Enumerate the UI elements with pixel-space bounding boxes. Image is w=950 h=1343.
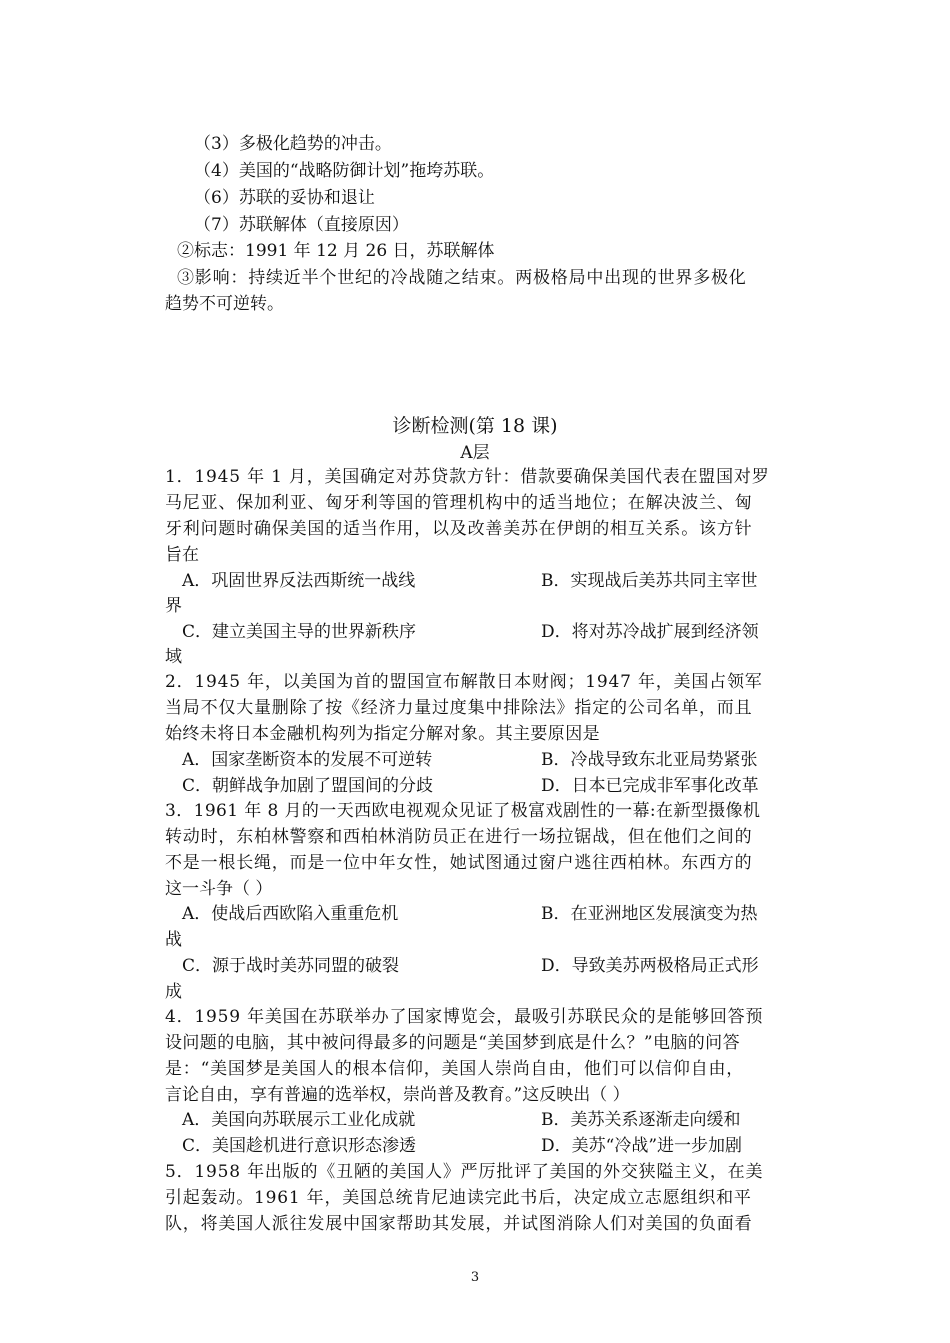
question-4-line-2: 设问题的电脑，其中被问得最多的问题是“美国梦到底是什么？”电脑的问答 — [165, 1033, 740, 1053]
dissolution-sign: ②标志：1991 年 12 月 26 日，苏联解体 — [177, 241, 495, 261]
question-1-line-3: 牙利问题时确保美国的适当作用，以及改善美苏在伊朗的相互关系。该方针 — [165, 519, 753, 539]
question-3-option-a: A．使战后西欧陷入重重危机 — [182, 904, 399, 924]
question-2-line-2: 当局不仅大量删除了按《经济力量过度集中排除法》指定的公司名单，而且 — [165, 698, 753, 718]
question-5-line-3: 队，将美国人派往发展中国家帮助其发展，并试图消除人们对美国的负面看 — [165, 1214, 753, 1234]
question-3-option-b: B．在亚洲地区发展演变为热 — [541, 904, 758, 924]
question-3-line-3: 不是一根长绳，而是一位中年女性，她试图通过窗户逃往西柏林。东西方的 — [165, 853, 753, 873]
question-3-line-1: 3．1961 年 8 月的一天西欧电视观众见证了极富戏剧性的一幕:在新型摄像机 — [165, 801, 761, 821]
question-1-option-b: B．实现战后美苏共同主宰世 — [541, 571, 758, 591]
question-1-option-d-cont: 域 — [165, 647, 182, 667]
question-1-option-c: C．建立美国主导的世界新秩序 — [182, 622, 417, 642]
question-1-option-d: D．将对苏冷战扩展到经济领 — [541, 622, 759, 642]
question-2-line-3: 始终未将日本金融机构列为指定分解对象。其主要原因是 — [165, 724, 600, 744]
question-4-option-b: B．美苏关系逐渐走向缓和 — [541, 1110, 741, 1130]
question-2-option-c: C．朝鲜战争加剧了盟国间的分歧 — [182, 776, 434, 796]
question-4-line-3: 是：“美国梦是美国人的根本信仰，美国人崇尚自由，他们可以信仰自由， — [165, 1059, 745, 1079]
section-level: A层 — [460, 443, 490, 463]
section-title: 诊断检测(第 18 课) — [392, 415, 558, 437]
question-1-line-4: 旨在 — [165, 545, 199, 565]
question-4-line-4: 言论自由，享有普遍的选举权，崇尚普及教育。”这反映出（ ） — [165, 1085, 630, 1105]
question-2-option-a: A．国家垄断资本的发展不可逆转 — [182, 750, 433, 770]
question-4-line-1: 4．1959 年美国在苏联举办了国家博览会，最吸引苏联民众的是能够回答预 — [165, 1007, 764, 1027]
continuation-item-7: （7）苏联解体（直接原因） — [194, 215, 409, 235]
question-4-option-c: C．美国趁机进行意识形态渗透 — [182, 1136, 417, 1156]
question-3-line-4: 这一斗争（ ） — [165, 879, 273, 899]
page-number: 3 — [470, 1270, 480, 1285]
question-5-line-1: 5．1958 年出版的《丑陋的美国人》严厉批评了美国的外交狭隘主义，在美 — [165, 1162, 764, 1182]
question-3-line-2: 转动时，东柏林警察和西柏林消防员正在进行一场拉锯战，但在他们之间的 — [165, 827, 753, 847]
question-4-option-d: D．美苏“冷战”进一步加剧 — [541, 1136, 743, 1156]
question-1-option-b-cont: 界 — [165, 596, 182, 616]
question-2-line-1: 2．1945 年，以美国为首的盟国宣布解散日本财阀；1947 年，美国占领军 — [165, 672, 763, 692]
question-5-line-2: 引起轰动。1961 年，美国总统肯尼迪读完此书后，决定成立志愿组织和平 — [165, 1188, 752, 1208]
question-1-line-1: 1．1945 年 1 月，美国确定对苏贷款方针：借款要确保美国代表在盟国对罗 — [165, 467, 770, 487]
dissolution-impact-line-2: 趋势不可逆转。 — [165, 294, 284, 314]
question-3-option-b-cont: 战 — [165, 930, 182, 950]
continuation-item-6: （6）苏联的妥协和退让 — [194, 188, 375, 208]
question-3-option-d: D．导致美苏两极格局正式形 — [541, 956, 759, 976]
continuation-item-3: （3）多极化趋势的冲击。 — [194, 134, 392, 154]
question-2-option-b: B．冷战导致东北亚局势紧张 — [541, 750, 758, 770]
question-3-option-d-cont: 成 — [165, 982, 182, 1002]
dissolution-impact-line-1: ③影响：持续近半个世纪的冷战随之结束。两极格局中出现的世界多极化 — [177, 268, 747, 288]
question-1-option-a: A．巩固世界反法西斯统一战线 — [182, 571, 416, 591]
question-2-option-d: D．日本已完成非军事化改革 — [541, 776, 759, 796]
question-1-line-2: 马尼亚、保加利亚、匈牙利等国的管理机构中的适当地位；在解决波兰、匈 — [165, 493, 753, 513]
question-3-option-c: C．源于战时美苏同盟的破裂 — [182, 956, 400, 976]
question-4-option-a: A．美国向苏联展示工业化成就 — [182, 1110, 416, 1130]
continuation-item-4: （4）美国的“战略防御计划”拖垮苏联。 — [194, 161, 495, 181]
